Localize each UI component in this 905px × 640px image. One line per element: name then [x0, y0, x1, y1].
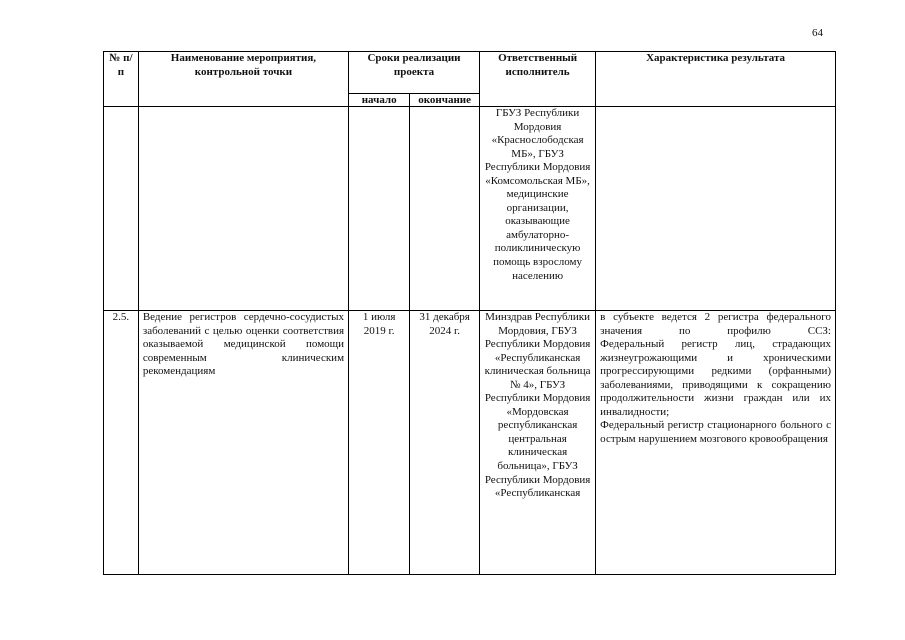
result-text-1: в субъекте ведется 2 регистра федерального значения по профилю ССЗ: — [600, 311, 831, 337]
cell-start: 1 июля 2019 г. — [349, 311, 410, 575]
header-period: Сроки реализации проекта — [349, 52, 480, 94]
page-number: 64 — [812, 27, 823, 39]
header-end: окончание — [410, 94, 480, 107]
table-row-continued — [104, 107, 836, 311]
activities-table — [103, 51, 836, 575]
cell-num — [104, 107, 139, 311]
header-row — [104, 52, 836, 94]
cell-name — [138, 107, 348, 311]
result-text-3: Федеральный регистр стационарного больного с острым нарушением мозгового кровообращения — [600, 419, 831, 445]
cell-start — [349, 107, 410, 311]
cell-responsible: Минздрав Республики Мордовия, ГБУЗ Республики Мордовия «Республиканская клиническая больница № 4», ГБУЗ Республики Мордовия «Мордовская республиканская центральная клиническая больница», ГБУЗ Республики Мордовия «Республиканская — [479, 311, 595, 575]
cell-end — [410, 107, 480, 311]
cell-result — [596, 107, 836, 311]
header-start: начало — [349, 94, 410, 107]
cell-result — [596, 311, 836, 575]
table-row-2-5 — [104, 311, 836, 575]
header-name: Наименование мероприятия, контрольной точки — [138, 52, 348, 107]
header-result: Характеристика результата — [596, 52, 836, 107]
cell-name: Ведение регистров сердечно-сосудистых заболеваний с целью оценки соответствия оказываемой медицинской помощи современным клиническим рекомендациям — [138, 311, 348, 575]
header-num: № п/п — [104, 52, 139, 107]
cell-responsible: ГБУЗ Республики Мордовия «Краснослободская МБ», ГБУЗ Республики Мордовия «Комсомольская МБ», медицинские организации, оказывающие амбулаторно-поликлиническую помощь взрослому населению — [479, 107, 595, 311]
result-text-2: Федеральный регистр лиц, страдающих жизнеугрожающими и хроническими прогрессирующими редкими (орфанными) заболеваниями, приводящими к сокращению продолжительности жизни граждан или их инвалидности; — [600, 338, 831, 418]
header-responsible: Ответственный исполнитель — [479, 52, 595, 107]
cell-num: 2.5. — [104, 311, 139, 575]
cell-end: 31 декабря 2024 г. — [410, 311, 480, 575]
